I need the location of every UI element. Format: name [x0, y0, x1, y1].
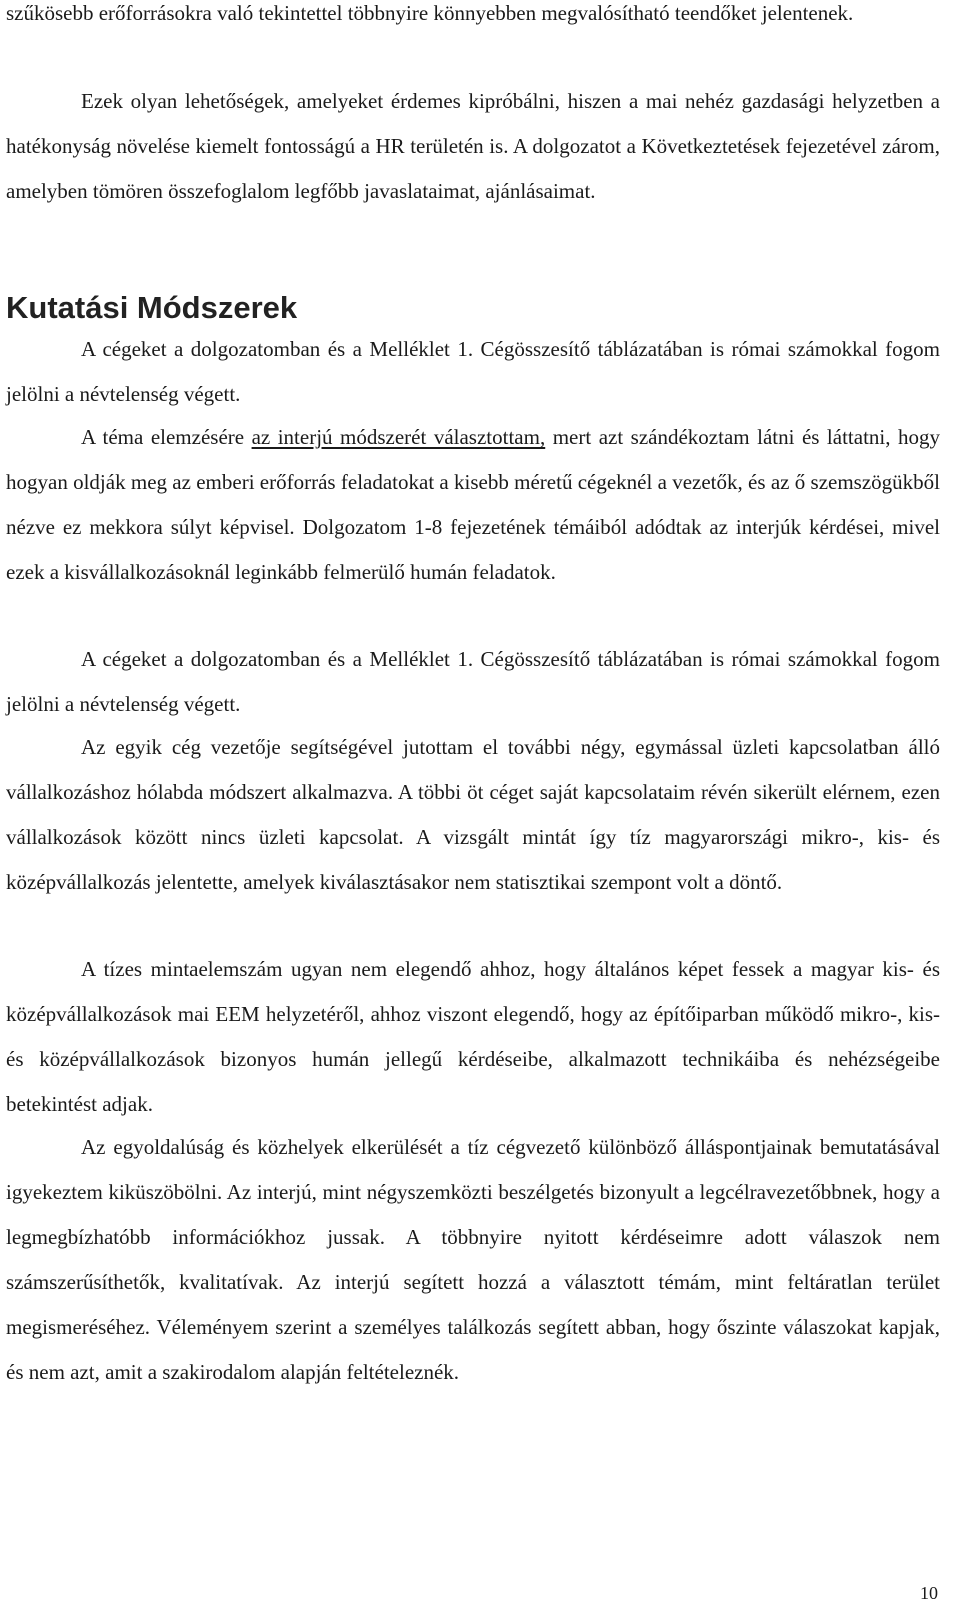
method-paragraph: [6, 415, 940, 595]
sample-paragraph: Az egyik cég vezetője segítségével jutottam el további négy, egymással üzleti kapcsolatban álló vállalkozáshoz hólabda módszert alkalmazva. A többi öt céget saját kapcsolataim révén sikerült elérnem, ezen vállalkozások között nincs üzleti kapcsolat. A vizsgált mintát így tíz magyarországi mikro-, kis- és középvállalkozás jelentette, amelyek kiválasztásakor nem statisztikai szempont volt a döntő.: [6, 735, 940, 894]
sample-size-paragraph: A tízes mintaelemszám ugyan nem elegendő ahhoz, hogy általános képet fessek a magyar kis- és középvállalkozások mai EEM helyzetéről, ahhoz viszont elegendő, hogy az építőiparban működő mikro-, kis- és középvállalkozások bizonyos humán jellegű kérdéseibe, alkalmazott technikáiba és nehézségeibe betekintést adjak.: [6, 957, 940, 1116]
method-paragraph-underlined-phrase: az interjú módszerét választottam,: [251, 425, 546, 449]
interview-paragraph: Az egyoldalúság és közhelyek elkerülését a tíz cégvezető különböző álláspontjainak bemutatásával igyekeztem kiküszöbölni. Az interjú, mint négyszemközti beszélgetés bizonyult a legcélravezetőbbnek, hogy a legmegbízhatóbb információkhoz jussak. A többnyire nyitott kérdéseimre adott válaszok nem számszerűsíthetők, kvalitatívak. Az interjú segített hozzá a választott témám, mint feltáratlan terület megismeréséhez. Véleményem szerint a személyes találkozás segített abban, hogy őszinte válaszokat kapjak, és nem azt, amit a szakirodalom alapján feltételeznék.: [6, 1135, 940, 1384]
method-paragraph-lead: A téma elemzésére: [81, 425, 252, 449]
intro-paragraph: Ezek olyan lehetőségek, amelyeket érdemes kipróbálni, hiszen a mai nehéz gazdasági helyzetben a hatékonyság növelése kiemelt fontosságú a HR területén is. A dolgozatot a Következtetések fejezetével zárom, amelyben tömören összefoglalom legfőbb javaslataimat, ajánlásaimat.: [6, 89, 940, 203]
section-heading: Kutatási Módszerek: [6, 290, 298, 325]
anonymity-paragraph: A cégeket a dolgozatomban és a Melléklet 1. Cégösszesítő táblázatában is római számokkal fogom jelölni a névtelenség végett.: [6, 647, 940, 716]
section-first-paragraph: A cégeket a dolgozatomban és a Melléklet 1. Cégösszesítő táblázatában is római számokkal fogom jelölni a névtelenség végett.: [6, 337, 940, 406]
page-number: 10: [920, 1583, 938, 1603]
intro-continuation-paragraph: szűkösebb erőforrásokra való tekintettel többnyire könnyebben megvalósítható teendőket jelentenek.: [6, 1, 854, 25]
method-paragraph-rest: mert azt szándékoztam látni és láttatni, hogy hogyan oldják meg az emberi erőforrás feladatokat a kisebb méretű cégeknél a vezetők, és az ő szemszögükből nézve ez mekkora súlyt képvisel. Dolgozatom 1-8 fejezetének témáiból adódtak az interjúk kérdései, mivel ezek a kisvállalkozásoknál leginkább felmerülő humán feladatok.: [6, 425, 940, 584]
